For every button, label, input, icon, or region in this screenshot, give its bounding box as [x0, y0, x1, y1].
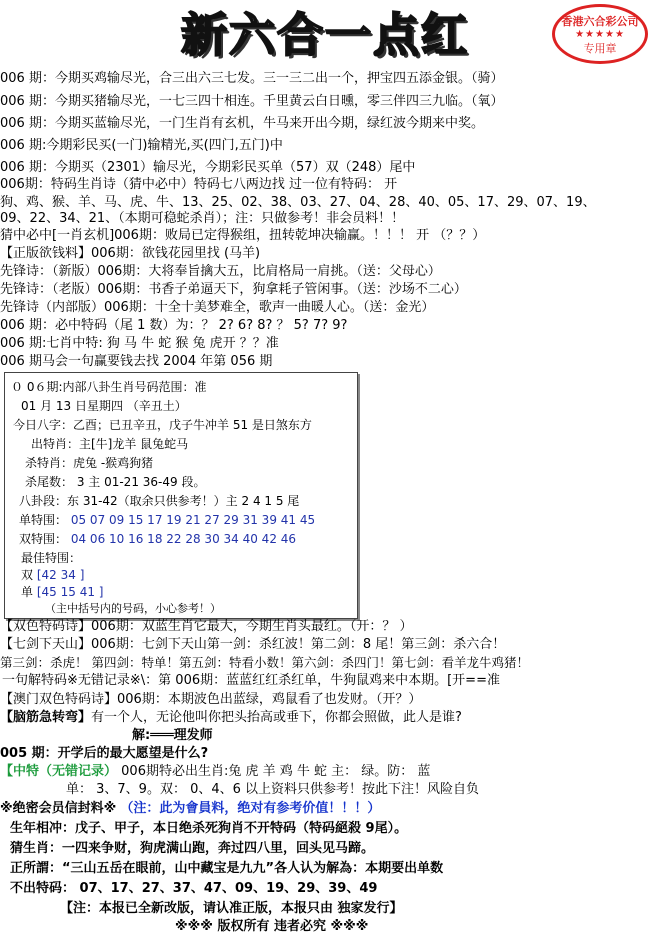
- vip-label: ※绝密会员信封料※: [0, 801, 117, 816]
- line-11: 先锋诗：（新版）006期：大将奉旨擒大五，比肩格局一肩挑。（送：父母心）: [0, 264, 441, 279]
- box-line-5: 杀特肖：虎兔 -猴鸡狗猪: [25, 456, 154, 470]
- lower-line-10: 单： 3、7、9。双： 0、4、6 以上资料只供参考！按此下注！风险自负: [66, 782, 480, 797]
- line-13: 先锋诗（内部版）006期：十全十美梦难全，歌声一曲暖人心。（送：金光）: [0, 300, 435, 315]
- box-line-3: 今日八字：乙酉；已丑辛丑，戊子牛冲羊 51 是日煞东方: [13, 418, 312, 432]
- line-3: 006 期：今期买蓝输尽光，一门生肖有玄机，牛马来开出今期，绿红波今期来中奖。: [0, 116, 484, 131]
- riddle-label: 【脑筋急转弯】: [0, 710, 92, 725]
- riddle-line: [0, 709, 462, 726]
- zhongte-line: [0, 763, 430, 780]
- lower-line-8: 005 期：开学后的最大愿望是什么?: [0, 746, 209, 761]
- best-single-label: 单: [21, 585, 34, 599]
- double-range-label: 双特围：: [19, 532, 68, 546]
- box-line-7: 八卦段：东 31-42（取余只供参考！）主 2 4 1 5 尾: [19, 494, 300, 508]
- single-range-values: 05 07 09 15 17 19 21 27 29 31 39 41 45: [70, 513, 316, 527]
- page-title: 新六合一点红: [181, 8, 469, 62]
- line-14: 006 期：必中特码（尾 1 数）为：？ 2? 6? 8? ？ 5? 7? 9?: [0, 318, 348, 333]
- double-range-values: 04 06 10 16 18 22 28 30 34 40 42 46: [70, 532, 297, 546]
- lower-line-3: 第三剑：杀虎！ 第四剑：特单！第五剑：特看小数！第六剑：杀四门！第七剑：看羊龙牛鸡猪！: [0, 655, 529, 670]
- box-line-4: 出特肖：主[牛]龙羊 鼠兔蛇马: [31, 437, 189, 451]
- line-2: 006 期：今期买猪输尽光，一七三四十相连。千里黄云白日曛，零三伴四三九临。（氧）: [0, 94, 504, 109]
- riddle-text: 有一个人，无论他叫你把头抬高或垂下，你都会照做，此人是谁?: [91, 710, 462, 725]
- best-double-values: [42 34 ]: [36, 568, 85, 582]
- box-note: （主中括号内的号码，小心参考！）: [45, 602, 221, 615]
- best-double-label: 双: [21, 568, 34, 582]
- line-12: 先锋诗：（老版）006期：书香子弟逼天下，狗拿耗子管闲事。（送：沙场不二心）: [0, 282, 467, 297]
- line-16: 006 期马会一句赢要钱去找 2004 年第 056 期: [0, 354, 273, 369]
- line-4: 006 期:今期彩民买(一门)输精光,买(四门,五门)中: [0, 138, 283, 153]
- lower-line-1: 【双色特码诗】006期：双蓝生肖它最大，今期生肖头最红。（开：？ ）: [0, 619, 413, 634]
- bold-line-3: 正所謂：“三山五岳在眼前，山中藏宝是九九”各人认为解為：本期要出单数: [10, 861, 444, 876]
- box-line-11: [21, 567, 84, 583]
- line-5: 006 期：今期买（2301）输尽光，今期彩民买单（57）双（248）尾中: [0, 160, 416, 175]
- seal-stars: ★★★★★: [575, 29, 625, 40]
- line-9: 猜中必中[一肖玄机]006期：败局已定得猴组，扭转乾坤决输赢。！！！ 开 （？？）: [0, 228, 486, 243]
- seal-bottom-text: 专用章: [583, 42, 617, 55]
- box-line-6: 杀尾数： 3 主 01-21 36-49 段。: [25, 475, 206, 489]
- footer-note: 【注：本报已全新改版，请认准正版，本报只由 独家发行】: [60, 901, 403, 916]
- line-1: 006 期：今期买鸡输尽光，合三出六三七发。三一三二出一个，押宝四五添金银。（骑）: [0, 71, 504, 86]
- bagua-range-box: [4, 372, 358, 619]
- line-15: 006 期:七肖中特: 狗 马 牛 蛇 猴 兔 虎开 ？？准: [0, 336, 279, 351]
- footer-copyright: ※※※ 版权所有 违者必究 ※※※: [175, 919, 369, 934]
- box-line-12: [21, 584, 103, 600]
- bold-line-1: 生年相冲：戊子、甲子，本日绝杀死狗肖不开特码（特码絕殺 9尾）。: [10, 821, 408, 836]
- company-seal: [552, 4, 648, 64]
- lower-line-5: 【澳门双色特码诗】006期：本期波色出蓝绿，鸡鼠看了也发财。（开？）: [0, 692, 422, 707]
- riddle-answer: 解:═══理发师: [132, 728, 213, 743]
- line-7: 狗、鸡、猴、羊、马、虎、牛、13、25、02、38、03、27、04、28、40、05、17、29、07、19、: [0, 195, 596, 210]
- line-6: 006期：特码生肖诗（猜中必中）特码七八两边找 过一位有特码： 开: [0, 177, 398, 192]
- bold-line-2: 猜生肖：一四来争财，狗虎满山跑，奔过四八里，回头见马蹄。: [10, 841, 375, 856]
- box-line-8: [19, 512, 315, 528]
- single-range-label: 单特围：: [19, 513, 68, 527]
- zhongte-label: 【中特（无错记录）: [0, 764, 118, 779]
- lower-line-2: 【七剑下天山】006期：七剑下天山第一剑：杀红波！第二剑：8 尾！第三剑：杀六合！: [0, 637, 506, 652]
- bold-line-4: 不出特码： 07、17、27、37、47、09、19、29、39、49: [10, 881, 378, 896]
- lower-line-4: 一句解特码※无错记录※\：第 006期：蓝蓝红红杀红单，牛狗鼠鸡来中本期。[开==准: [2, 673, 500, 688]
- zhongte-text: 006期特必出生肖:兔 虎 羊 鸡 牛 蛇 主： 绿。防： 蓝: [121, 764, 431, 779]
- best-single-values: [45 15 41 ]: [36, 585, 104, 599]
- line-10: 【正版欲钱料】006期：欲钱花园里找 (马羊): [0, 246, 261, 261]
- box-line-1: ０ 0６期:内部八卦生肖号码范围：准: [11, 380, 207, 394]
- box-line-10: 最佳特围：: [21, 551, 82, 565]
- box-line-9: [19, 531, 296, 547]
- seal-top-text: 香港六合彩公司: [561, 15, 639, 28]
- box-line-2: 01 月 13 日星期四 （辛丑土）: [21, 399, 187, 413]
- line-8: 09、22、34、21、（本期可稳蛇杀肖）；注：只做参考！非会员料！！: [0, 211, 405, 226]
- vip-note: （注：此为會員料，绝对有参考价值！！！）: [120, 801, 381, 816]
- vip-line: [0, 800, 380, 817]
